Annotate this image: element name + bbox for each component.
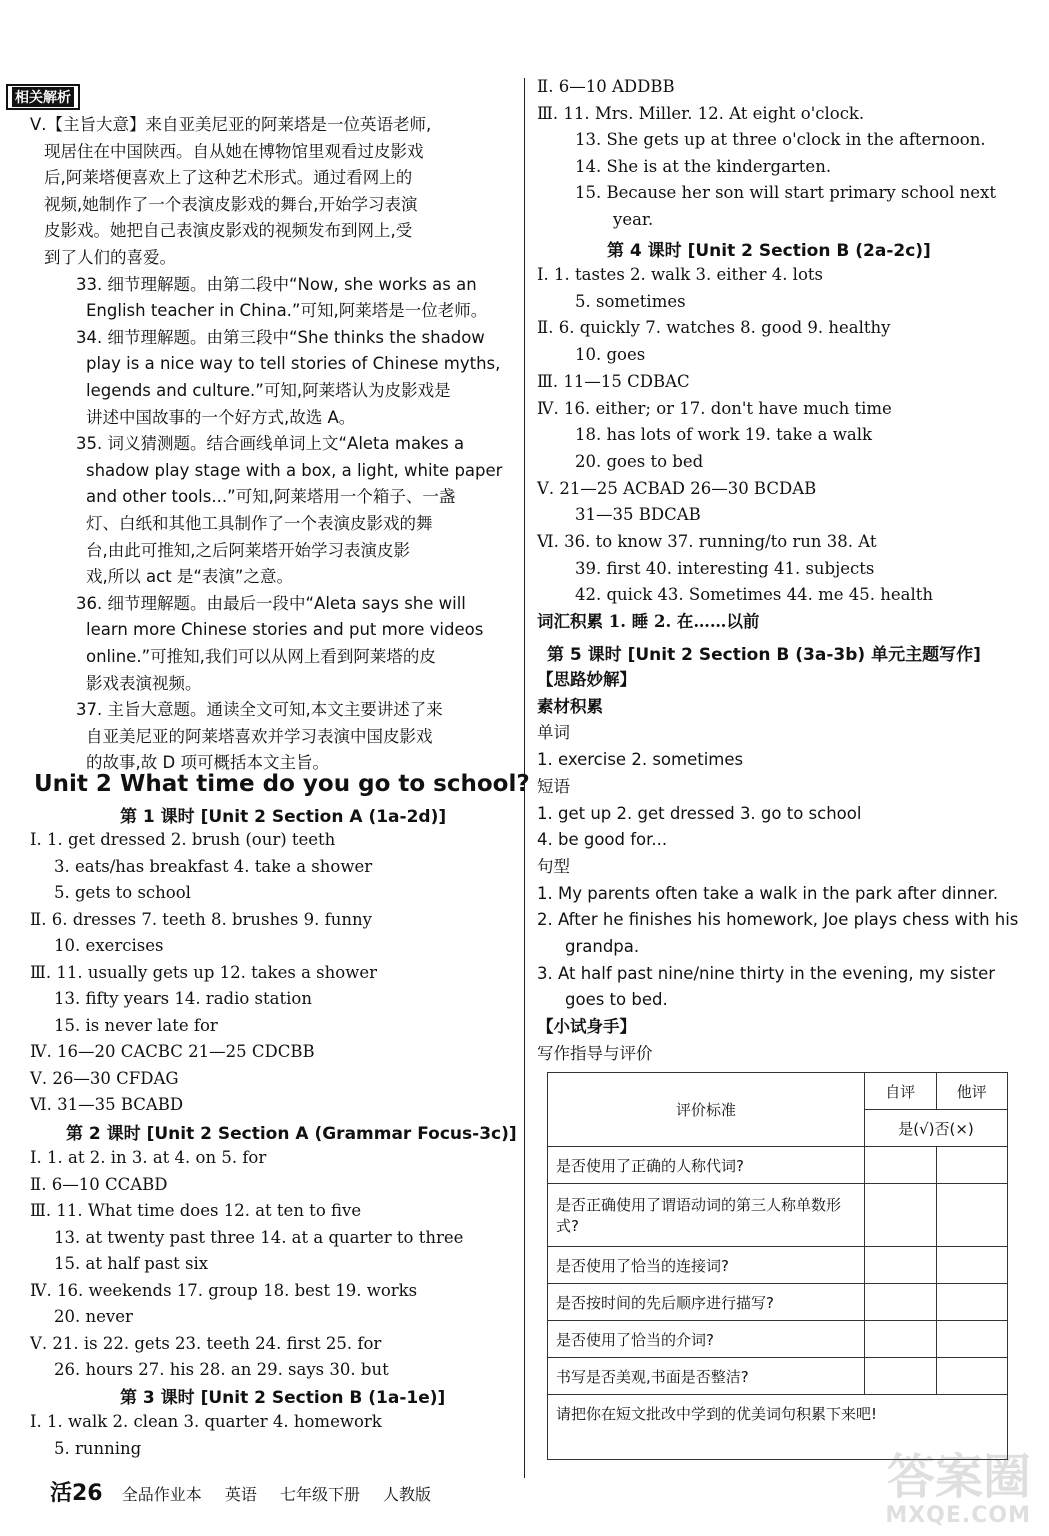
left-lines-line: 35. 词义猜测题。结合画线单词上文“Aleta makes a xyxy=(76,434,465,454)
l4-lines-line: Ⅲ. 11—15 CDBAC xyxy=(537,371,690,391)
l4-lines-line: 42. quick 43. Sometimes 44. me 45. health xyxy=(575,585,933,605)
left-lines-line: 36. 细节理解题。由最后一段中“Aleta says she will xyxy=(76,593,466,613)
l5-lines-line: 4. be good for... xyxy=(537,830,668,850)
left-lines-line: 现居住在中国陕西。自从她在博物馆里观看过皮影戏 xyxy=(44,141,424,161)
self-cell xyxy=(865,1358,937,1395)
l4-lines-line: 31—35 BDCAB xyxy=(575,505,701,525)
l4-lines-line: 10. goes xyxy=(575,345,646,365)
eval-row: 是否按时间的先后顺序进行描写? xyxy=(548,1284,865,1321)
right-top-lines-line: 14. She is at the kindergarten. xyxy=(575,156,832,176)
other-cell xyxy=(936,1184,1008,1247)
unit-title: Unit 2 What time do you go to school? xyxy=(34,771,530,797)
page-footer xyxy=(50,1476,449,1507)
yes-no-header: 是(√)否(×) xyxy=(865,1110,1008,1147)
l4-lines-line: Ⅰ. 1. tastes 2. walk 3. either 4. lots xyxy=(537,265,823,284)
l5-lines-line: 3. At half past nine/nine thirty in the evening, my sister xyxy=(537,963,996,983)
left-lines-line: online.”可推知,我们可以从网上看到阿莱塔的皮 xyxy=(86,647,436,666)
l4-lines-line: 39. first 40. interesting 41. subjects xyxy=(575,558,875,578)
l5-lines-line: 素材积累 xyxy=(537,696,603,716)
l4-lines-line: Ⅴ. 21—25 ACBAD 26—30 BCDAB xyxy=(537,478,817,498)
l1-lines-line: Ⅲ. 11. usually gets up 12. takes a shower xyxy=(30,962,377,982)
l3-lines-line: Ⅰ. 1. walk 2. clean 3. quarter 4. homework xyxy=(30,1412,382,1431)
l4-lines-line: Ⅵ. 36. to know 37. running/to run 38. At xyxy=(537,532,877,551)
l2-lines-line: Ⅳ. 16. weekends 17. group 18. best 19. works xyxy=(30,1280,418,1300)
lesson1-heading: 第 1 课时 [Unit 2 Section A (1a-2d)] xyxy=(120,807,447,827)
subject: 英语 xyxy=(224,1485,257,1504)
right-top-lines-line: 13. She gets up at three o'clock in the afternoon. xyxy=(575,130,986,150)
left-lines-line: 影戏表演视频。 xyxy=(86,673,202,693)
edition: 人教版 xyxy=(383,1485,432,1504)
l4-lines-line: 20. goes to bed xyxy=(575,451,704,471)
grade: 七年级下册 xyxy=(279,1485,360,1504)
l2-lines-line: Ⅰ. 1. at 2. in 3. at 4. on 5. for xyxy=(30,1148,267,1167)
left-lines-line: 后,阿莱塔便喜欢上了这种艺术形式。通过看网上的 xyxy=(44,168,413,188)
l5-lines-line: 1. exercise 2. sometimes xyxy=(537,750,744,770)
left-lines-line: legends and culture.”可知,阿莱塔认为皮影戏是 xyxy=(86,381,451,400)
l5-lines-line: goes to bed. xyxy=(565,990,668,1010)
watermark-logo xyxy=(871,1438,1031,1528)
l1-lines-line: Ⅱ. 6. dresses 7. teeth 8. brushes 9. funny xyxy=(30,909,372,929)
l1-lines-line: 5. gets to school xyxy=(54,883,191,902)
other-cell xyxy=(936,1358,1008,1395)
self-cell xyxy=(865,1184,937,1247)
left-lines-line: English teacher in China.”可知,阿莱塔是一位老师。 xyxy=(86,301,488,321)
eval-row: 是否使用了恰当的介词? xyxy=(548,1321,865,1358)
book-name: 全品作业本 xyxy=(121,1485,202,1504)
lesson5-heading: 第 5 课时 [Unit 2 Section B (3a-3b) 单元主题写作] xyxy=(547,645,981,665)
left-lines-line: 视频,她制作了一个表演皮影戏的舞台,开始学习表演 xyxy=(44,194,418,214)
l1-lines-line: 13. fifty years 14. radio station xyxy=(54,989,312,1008)
watermark-top: 答案圈 xyxy=(886,1449,1031,1505)
right-top-lines-line: Ⅲ. 11. Mrs. Miller. 12. At eight o'clock. xyxy=(537,103,865,123)
l5-lines-line: 2. After he finishes his homework, Joe plays chess with his xyxy=(537,910,1019,930)
l1-lines-line: 15. is never late for xyxy=(54,1015,218,1035)
l1-lines-line: Ⅴ. 26—30 CFDAG xyxy=(30,1068,179,1088)
other-cell xyxy=(936,1247,1008,1284)
eval-header: 评价标准 xyxy=(548,1073,865,1147)
l5-lines-line: grandpa. xyxy=(565,937,640,956)
l1-lines-line: 3. eats/has breakfast 4. take a shower xyxy=(54,856,373,876)
l5-lines-line: 单词 xyxy=(537,723,570,743)
self-cell xyxy=(865,1321,937,1358)
right-top-lines-line: Ⅱ. 6—10 ADDBB xyxy=(537,77,675,96)
l2-lines-line: 15. at half past six xyxy=(54,1254,209,1273)
l4-lines-line: 词汇积累 1. 睡 2. 在……以前 xyxy=(537,612,760,632)
l2-lines-line: Ⅲ. 11. What time does 12. at ten to five xyxy=(30,1201,362,1220)
left-lines-line: 自亚美尼亚的阿莱塔喜欢并学习表演中国皮影戏 xyxy=(86,726,433,746)
l4-lines-line: 18. has lots of work 19. take a walk xyxy=(575,425,872,445)
right-top-lines-line: 15. Because her son will start primary school next xyxy=(575,183,996,203)
other-cell xyxy=(936,1147,1008,1184)
l1-lines-line: Ⅵ. 31—35 BCABD xyxy=(30,1095,184,1114)
l4-lines-line: Ⅳ. 16. either; or 17. don't have much time xyxy=(537,398,892,418)
other-cell xyxy=(936,1284,1008,1321)
left-lines-line: 皮影戏。她把自己表演皮影戏的视频发布到网上,受 xyxy=(44,221,413,241)
eval-row: 是否正确使用了谓语动词的第三人称单数形式? xyxy=(548,1184,865,1247)
l1-lines-line: 10. exercises xyxy=(54,936,164,955)
lesson4-heading: 第 4 课时 [Unit 2 Section B (2a-2c)] xyxy=(607,241,931,261)
evaluation-table xyxy=(547,1072,1008,1460)
eval-row: 是否使用了正确的人称代词? xyxy=(548,1147,865,1184)
l5-lines-line: 【思路妙解】 xyxy=(537,670,636,689)
l5-lines-line: 句型 xyxy=(537,856,570,876)
l2-lines-line: 13. at twenty past three 14. at a quarter to three xyxy=(54,1227,464,1247)
l5-lines-line: 1. get up 2. get dressed 3. go to school xyxy=(537,803,862,823)
lesson3-heading: 第 3 课时 [Unit 2 Section B (1a-1e)] xyxy=(120,1388,446,1408)
l4-lines-line: 5. sometimes xyxy=(575,291,686,311)
page-number: 活26 xyxy=(50,1481,103,1506)
l3-lines-line: 5. running xyxy=(54,1438,142,1458)
section-tag: 相关解析 xyxy=(6,84,80,110)
l2-lines-line: Ⅴ. 21. is 22. gets 23. teeth 24. first 25. for xyxy=(30,1333,382,1353)
right-top-lines-line: year. xyxy=(613,210,654,229)
other-cell xyxy=(936,1321,1008,1358)
eval-row: 是否使用了恰当的连接词? xyxy=(548,1247,865,1284)
left-lines-line: 37. 主旨大意题。通读全文可知,本文主要讲述了来 xyxy=(76,700,443,720)
left-lines-line: 台,由此可推知,之后阿莱塔开始学习表演皮影 xyxy=(86,540,410,560)
l5-lines-line: 1. My parents often take a walk in the park after dinner. xyxy=(537,883,999,903)
left-lines-line: 讲述中国故事的一个好方式,故选 A。 xyxy=(86,407,356,427)
l2-lines-line: 20. never xyxy=(54,1307,133,1326)
left-lines-line: 33. 细节理解题。由第二段中“Now, she works as an xyxy=(76,274,477,294)
l5-lines-line: 【小试身手】 xyxy=(537,1017,636,1037)
left-lines-line: 34. 细节理解题。由第三段中“She thinks the shadow xyxy=(76,327,485,347)
l5-lines-line: 短语 xyxy=(537,776,570,796)
left-lines-line: Ⅴ.【主旨大意】来自亚美尼亚的阿莱塔是一位英语老师, xyxy=(30,115,432,134)
eval-row: 书写是否美观,书面是否整洁? xyxy=(548,1358,865,1395)
left-lines-line: 戏,所以 act 是“表演”之意。 xyxy=(86,567,293,587)
other-eval-header: 他评 xyxy=(936,1073,1008,1110)
left-lines-line: 的故事,故 D 项可概括本文主旨。 xyxy=(86,753,329,773)
left-lines-line: 到了人们的喜爱。 xyxy=(44,248,176,267)
self-cell xyxy=(865,1247,937,1284)
l1-lines-line: Ⅳ. 16—20 CACBC 21—25 CDCBB xyxy=(30,1042,315,1061)
l2-lines-line: Ⅱ. 6—10 CCABD xyxy=(30,1174,168,1194)
l1-lines-line: Ⅰ. 1. get dressed 2. brush (our) teeth xyxy=(30,830,336,849)
l4-lines-line: Ⅱ. 6. quickly 7. watches 8. good 9. healthy xyxy=(537,318,891,338)
left-lines-line: shadow play stage with a box, a light, white paper xyxy=(86,460,503,480)
self-eval-header: 自评 xyxy=(865,1073,937,1110)
l5-lines-line: 写作指导与评价 xyxy=(537,1043,653,1063)
self-cell xyxy=(865,1284,937,1321)
eval-footer: 请把你在短文批改中学到的优美词句积累下来吧! xyxy=(548,1395,1008,1460)
self-cell xyxy=(865,1147,937,1184)
watermark-bottom: MXQE.COM xyxy=(885,1503,1031,1528)
left-lines-line: 灯、白纸和其他工具制作了一个表演皮影戏的舞 xyxy=(86,514,433,533)
l2-lines-line: 26. hours 27. his 28. an 29. says 30. but xyxy=(54,1360,389,1379)
left-lines-line: learn more Chinese stories and put more videos xyxy=(86,620,484,640)
lesson2-heading: 第 2 课时 [Unit 2 Section A (Grammar Focus-3c)] xyxy=(66,1124,517,1144)
left-lines-line: play is a nice way to tell stories of Chinese myths, xyxy=(86,354,501,374)
left-lines-line: and other tools...”可知,阿莱塔用一个箱子、一盏 xyxy=(86,487,456,507)
